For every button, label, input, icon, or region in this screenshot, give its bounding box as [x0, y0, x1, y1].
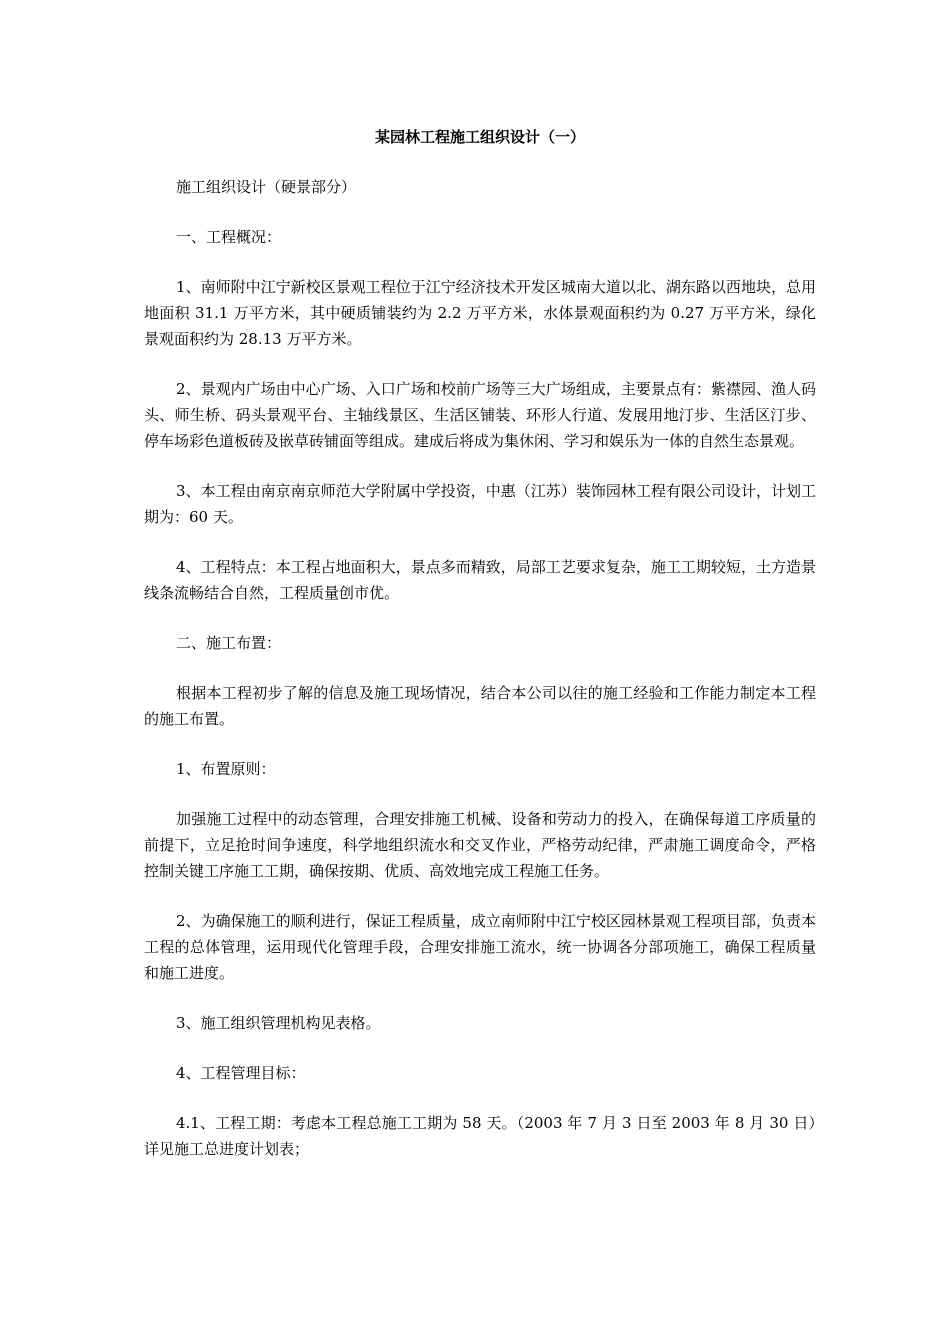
subheading-goals: 4、工程管理目标： — [176, 1064, 306, 1082]
paragraph-overview-3: 3、本工程由南京南京师范大学附属中学投资，中惠（江苏）装饰园林工程有限公司设计，计划工期为：60 天。 — [144, 482, 816, 526]
subheading-principles: 1、布置原则： — [176, 760, 276, 778]
document-body — [144, 124, 816, 1162]
section-heading-layout: 二、施工布置： — [176, 634, 282, 652]
paragraph-overview-1: 1、南师附中江宁新校区景观工程位于江宁经济技术开发区城南大道以北、湖东路以西地块，总用地面积 31.1 万平方米，其中硬质铺装约为 2.2 万平方米，水体景观面积约为 0.27 万平方米，绿化景观面积约为 28.13 万平方米。 — [144, 278, 816, 348]
paragraph-project-dept: 2、为确保施工的顺利进行，保证工程质量，成立南师附中江宁校区园林景观工程项目部，负责本工程的总体管理，运用现代化管理手段，合理安排施工流水，统一协调各分部项施工，确保工程质量和施工进度。 — [144, 912, 816, 982]
paragraph-layout-intro: 根据本工程初步了解的信息及施工现场情况，结合本公司以往的施工经验和工作能力制定本工程的施工布置。 — [144, 684, 816, 728]
paragraph-subtitle: 施工组织设计（硬景部分） — [176, 178, 357, 196]
paragraph-principles: 加强施工过程中的动态管理，合理安排施工机械、设备和劳动力的投入，在确保每道工序质量的前提下，立足抢时间争速度，科学地组织流水和交叉作业，严格劳动纪律，严肃施工调度命令，严格控制关键工序施工工期，确保按期、优质、高效地完成工程施工任务。 — [144, 810, 816, 880]
document-title: 某园林工程施工组织设计（一） — [374, 128, 585, 146]
paragraph-overview-2: 2、景观内广场由中心广场、入口广场和校前广场等三大广场组成，主要景点有：紫襟园、渔人码头、师生桥、码头景观平台、主轴线景区、生活区铺装、环形人行道、发展用地汀步、生活区汀步、停车场彩色道板砖及嵌草砖铺面等组成。建成后将成为集休闲、学习和娱乐为一体的自然生态景观。 — [144, 380, 816, 450]
paragraph-org-table: 3、施工组织管理机构见表格。 — [176, 1014, 381, 1032]
section-heading-overview: 一、工程概况： — [176, 228, 282, 246]
paragraph-schedule: 4.1、工程工期：考虑本工程总施工工期为 58 天。（2003 年 7 月 3 日至 2003 年 8 月 30 日）详见施工总进度计划表； — [144, 1114, 816, 1158]
paragraph-overview-4: 4、工程特点：本工程占地面积大，景点多而精致，局部工艺要求复杂，施工工期较短，土方造景线条流畅结合自然，工程质量创市优。 — [144, 558, 816, 602]
